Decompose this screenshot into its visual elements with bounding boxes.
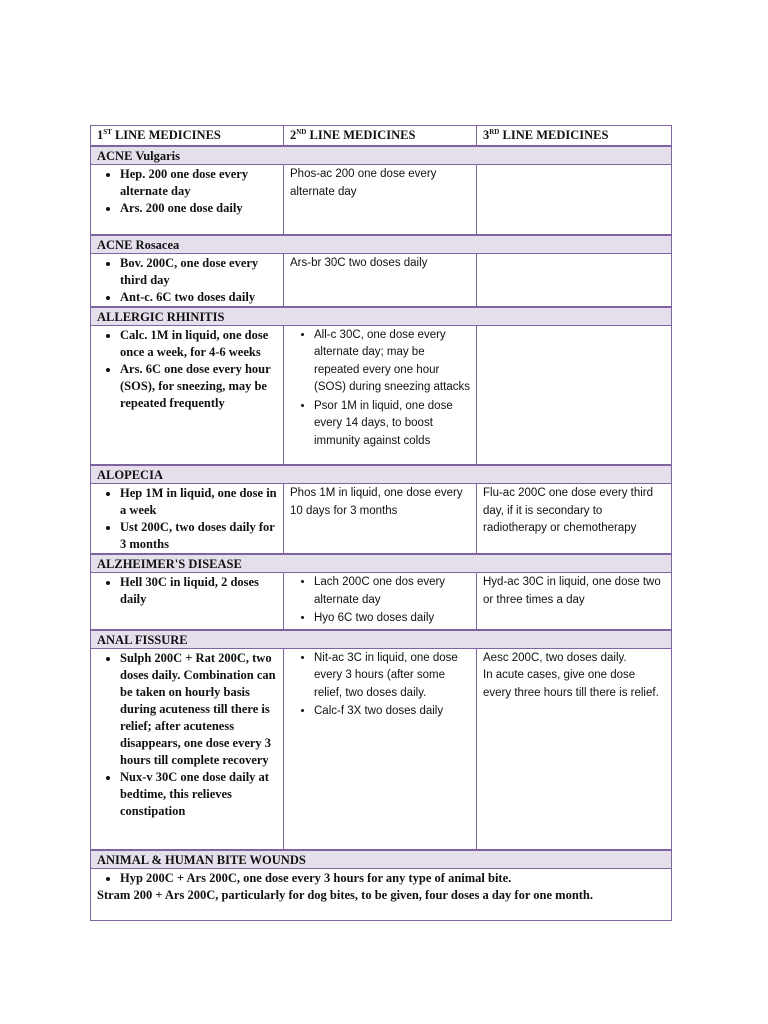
section-header-row [91, 307, 672, 326]
third-line-cell [477, 253, 672, 307]
second-line-cell: Phos-ac 200 one dose every alternate day [284, 165, 477, 235]
section-title: ALLERGIC RHINITIS [91, 307, 672, 326]
first-line-cell [91, 648, 284, 850]
second-line-cell [284, 648, 477, 850]
section-header-row [91, 554, 672, 573]
second-line-cell [284, 573, 477, 630]
list-item: • Ust 200C, two doses daily for 3 months [120, 519, 277, 553]
section-header-row [91, 850, 672, 869]
list-item: • Bov. 200C, one dose every third day [120, 255, 277, 289]
section-title: ALZHEIMER'S DISEASE [91, 554, 672, 573]
list-item: • Hyo 6C two doses daily [314, 610, 470, 628]
first-line-cell [91, 253, 284, 307]
first-line-cell [91, 573, 284, 630]
header-second-line: 2ND LINE MEDICINES [284, 126, 477, 147]
list-item: • Calc. 1M in liquid, one dose once a week, for 4-6 weeks [120, 327, 277, 361]
second-line-cell: Phos 1M in liquid, one dose every 10 days for 3 months [284, 484, 477, 555]
list-item: • Sulph 200C + Rat 200C, two doses daily. Combination can be taken on hourly basis during acuteness till there is relief; after acuteness disappears, one dose every 3 hours till complete recovery [120, 650, 277, 769]
list-item: • Ars. 6C one dose every hour (SOS), for sneezing, may be repeated frequently [120, 361, 277, 412]
list-item: • Nux-v 30C one dose daily at bedtime, this relieves constipation [120, 769, 277, 820]
table-row [91, 253, 672, 307]
list-item: • Ars. 200 one dose daily [120, 200, 277, 217]
section-title: ACNE Rosacea [91, 235, 672, 254]
second-line-cell [284, 325, 477, 465]
section-title: ANIMAL & HUMAN BITE WOUNDS [91, 850, 672, 869]
first-line-cell [91, 325, 284, 465]
list-item: • Lach 200C one dos every alternate day [314, 574, 470, 609]
section-header-row [91, 630, 672, 649]
third-line-cell: Flu-ac 200C one dose every third day, if it is secondary to radiotherapy or chemotherapy [477, 484, 672, 555]
list-item: • Psor 1M in liquid, one dose every 14 days, to boost immunity against colds [314, 398, 470, 451]
table-row [91, 648, 672, 850]
section-title: ACNE Vulgaris [91, 146, 672, 165]
section-title: ANAL FISSURE [91, 630, 672, 649]
table-row [91, 484, 672, 555]
list-item: • Ant-c. 6C two doses daily [120, 289, 277, 306]
list-item: • Hell 30C in liquid, 2 doses daily [120, 574, 277, 608]
table-row [91, 573, 672, 630]
list-item: • Hep. 200 one dose every alternate day [120, 166, 277, 200]
medicines-table [90, 125, 672, 921]
header-third-line: 3RD LINE MEDICINES [477, 126, 672, 147]
first-line-cell [91, 165, 284, 235]
table-row [91, 325, 672, 465]
table-row [91, 869, 672, 921]
section-title: ALOPECIA [91, 465, 672, 484]
list-item: • Hyp 200C + Ars 200C, one dose every 3 hours for any type of animal bite. [120, 870, 665, 887]
list-item: • All-c 30C, one dose every alternate day; may be repeated every one hour (SOS) during sneezing attacks [314, 327, 470, 397]
full-width-cell [91, 869, 672, 921]
list-item: • Nit-ac 3C in liquid, one dose every 3 hours (after some relief, two doses daily. [314, 650, 470, 703]
third-line-cell: Aesc 200C, two doses daily. In acute cases, give one dose every three hours till there is relief. [477, 648, 672, 850]
list-item: • Hep 1M in liquid, one dose in a week [120, 485, 277, 519]
third-line-cell [477, 325, 672, 465]
section-header-row [91, 235, 672, 254]
header-first-line: 1ST LINE MEDICINES [91, 126, 284, 147]
table-row [91, 165, 672, 235]
second-line-cell: Ars-br 30C two doses daily [284, 253, 477, 307]
third-line-cell [477, 165, 672, 235]
third-line-cell: Hyd-ac 30C in liquid, one dose two or three times a day [477, 573, 672, 630]
section-header-row [91, 146, 672, 165]
list-item: • Calc-f 3X two doses daily [314, 703, 470, 721]
first-line-cell [91, 484, 284, 555]
list-continuation: Stram 200 + Ars 200C, particularly for dog bites, to be given, four doses a day for one month. [97, 888, 594, 902]
section-header-row [91, 465, 672, 484]
header-row [91, 126, 672, 147]
